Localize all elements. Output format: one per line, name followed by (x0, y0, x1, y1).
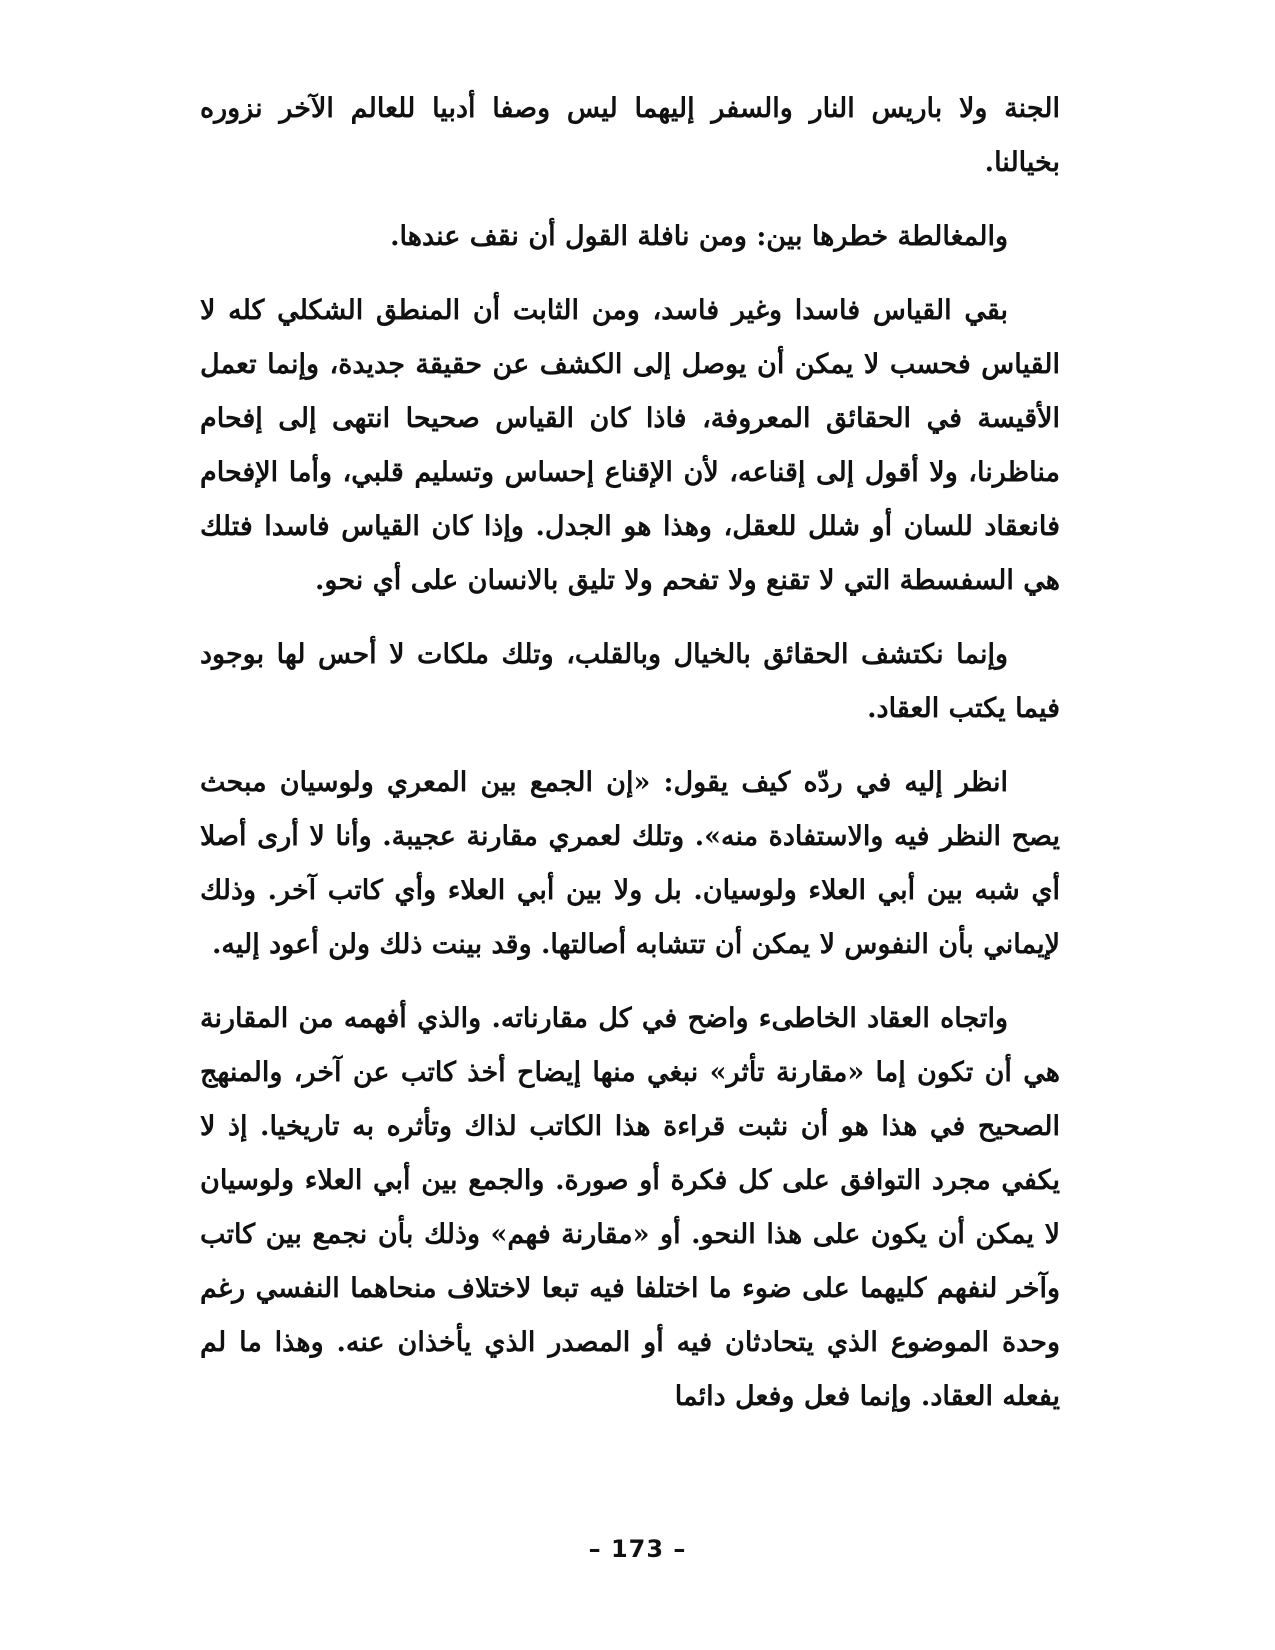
paragraph-2: والمغالطة خطرها بين: ومن نافلة القول أن نقف عندها. (390, 221, 1008, 252)
paragraph-6: واتجاه العقاد الخاطىء واضح في كل مقارناته. والذي أفهمه من المقارنة هي أن تكون إما «مقارنة تأثر» نبغي منها إيضاح أخذ كاتب عن آخر، والمنهج الصحيح في هذا هو أن نثبت قراءة هذا الكاتب لذاك وتأثره به تاريخيا. إذ لا يكفي مجرد التوافق على كل فكرة أو صورة. والجمع بين أبي العلاء ولوسيان لا يمكن أن يكون على هذا النحو. أو «مقارنة فهم» وذلك بأن نجمع بين كاتب وآخر لنفهم كليهما على ضوء ما اختلفا فيه تبعا لاختلاف منحاهما النفسي رغم وحدة الموضوع الذي يتحادثان فيه أو المصدر الذي يأخذان عنه. وهذا ما لم يفعله العقاد. وإنما فعل وفعل دائما (200, 1003, 1060, 1412)
paragraph-5: انظر إليه في ردّه كيف يقول: «إن الجمع بين المعري ولوسيان مبحث يصح النظر فيه والاستفادة منه». وتلك لعمري مقارنة عجيبة. وأنا لا أرى أصلا أي شبه بين أبي العلاء ولوسيان. بل ولا بين أبي العلاء وأي كاتب آخر. وذلك لإيماني بأن النفوس لا يمكن أن تتشابه أصالتها. وقد بينت ذلك ولن أعود إليه. (200, 767, 1060, 960)
paragraph-1: الجنة ولا باريس النار والسفر إليهما ليس وصفا أدبيا للعالم الآخر نزوره بخيالنا. (200, 93, 1060, 178)
page-body (200, 82, 1060, 1444)
page-number: – 173 – (588, 1535, 687, 1563)
paragraph-4: وإنما نكتشف الحقائق بالخيال وبالقلب، وتلك ملكات لا أحس لها بوجود فيما يكتب العقاد. (200, 639, 1060, 724)
paragraph-3: بقي القياس فاسدا وغير فاسد، ومن الثابت أن المنطق الشكلي كله لا القياس فحسب لا يمكن أن يوصل إلى الكشف عن حقيقة جديدة، وإنما تعمل الأقيسة في الحقائق المعروفة، فاذا كان القياس صحيحا انتهى إلى إفحام مناظرنا، ولا أقول إلى إقناعه، لأن الإقناع إحساس وتسليم قلبي، وأما الإفحام فانعقاد للسان أو شلل للعقل، وهذا هو الجدل. وإذا كان القياس فاسدا فتلك هي السفسطة التي لا تقنع ولا تفحم ولا تليق بالانسان على أي نحو. (200, 295, 1060, 596)
